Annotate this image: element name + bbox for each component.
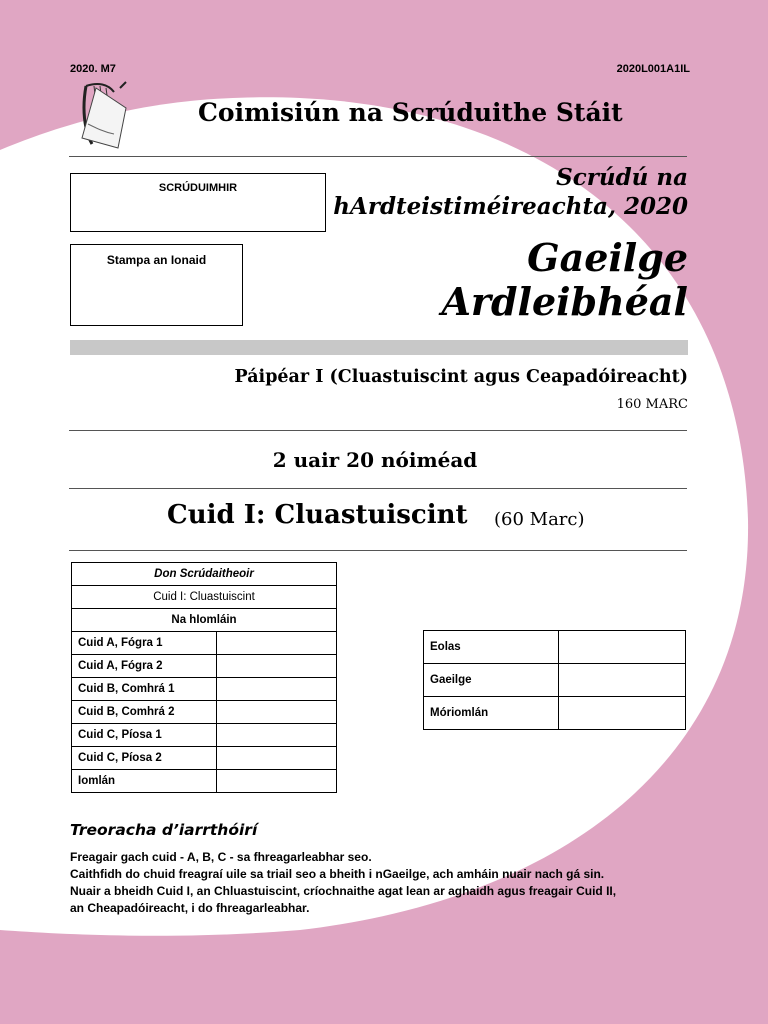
divider bbox=[69, 488, 687, 489]
score-cell[interactable] bbox=[217, 655, 337, 678]
subject-title bbox=[441, 236, 688, 324]
duration: 2 uair 20 nóiméad bbox=[272, 448, 478, 472]
score-cell[interactable] bbox=[559, 697, 686, 730]
instruction-line: Caithfidh do chuid freagraí uile sa triail seo a bheith i nGaeilge, ach amháin nuair nach gá sin. bbox=[70, 867, 605, 881]
subject-line2: Ardleibhéal bbox=[441, 279, 688, 324]
exam-number-label: SCRÚDUIMHIR bbox=[158, 182, 238, 194]
score-cell[interactable] bbox=[217, 678, 337, 701]
instruction-line: Freagair gach cuid - A, B, C - sa fhreagarleabhar seo. bbox=[70, 850, 372, 864]
section-title: Cuid I: Cluastuiscint bbox=[167, 500, 468, 530]
section-marks: (60 Marc) bbox=[494, 509, 585, 530]
paper-marks: 160 MARC bbox=[616, 397, 688, 412]
divider bbox=[69, 156, 687, 157]
table-row-label: Cuid A, Fógra 1 bbox=[72, 632, 217, 655]
grey-bar bbox=[70, 340, 688, 355]
divider bbox=[69, 550, 687, 551]
exam-number-box[interactable] bbox=[70, 173, 326, 232]
centre-stamp-box[interactable] bbox=[70, 244, 243, 326]
table-row-label: Iomlán bbox=[72, 770, 217, 793]
score-cell[interactable] bbox=[217, 747, 337, 770]
score-cell[interactable] bbox=[559, 631, 686, 664]
examiner-table-subheader: Cuid I: Cluastuiscint bbox=[72, 586, 337, 609]
paper-code-right: 2020L001A1IL bbox=[616, 63, 690, 75]
paper-code-left: 2020. M7 bbox=[70, 63, 116, 75]
paper-title: Páipéar I (Cluastuiscint agus Ceapadóireacht) bbox=[234, 367, 688, 387]
instruction-line: Nuair a bheidh Cuid I, an Chluastuiscint, críochnaithe agat lean ar aghaidh agus freagair Cuid II, bbox=[70, 884, 617, 898]
score-cell[interactable] bbox=[217, 632, 337, 655]
subject-line1: Gaeilge bbox=[527, 235, 688, 280]
harp-logo-icon bbox=[74, 78, 134, 150]
table-row-label: Cuid C, Píosa 2 bbox=[72, 747, 217, 770]
score-cell[interactable] bbox=[559, 664, 686, 697]
examiner-table-header: Don Scrúdaitheoir bbox=[72, 563, 337, 586]
score-cell[interactable] bbox=[217, 724, 337, 747]
table-row-label: Cuid A, Fógra 2 bbox=[72, 655, 217, 678]
score-cell[interactable] bbox=[217, 770, 337, 793]
instructions-heading: Treoracha d’iarrthóirí bbox=[70, 821, 258, 839]
table-row-label: Eolas bbox=[424, 631, 559, 664]
centre-stamp-label: Stampa an Ionaid bbox=[106, 253, 207, 267]
examiner-table bbox=[71, 562, 337, 793]
exam-title bbox=[333, 163, 688, 221]
table-row-label: Gaeilge bbox=[424, 664, 559, 697]
table-row-label: Cuid C, Píosa 1 bbox=[72, 724, 217, 747]
divider bbox=[69, 430, 687, 431]
summary-table bbox=[423, 630, 686, 730]
table-row-label: Móriomlán bbox=[424, 697, 559, 730]
commission-title: Coimisiún na Scrúduithe Stáit bbox=[198, 98, 623, 127]
exam-title-line1: Scrúdú na bbox=[556, 164, 688, 191]
table-row-label: Cuid B, Comhrá 1 bbox=[72, 678, 217, 701]
score-cell[interactable] bbox=[217, 701, 337, 724]
exam-title-line2: hArdteistiméireachta, 2020 bbox=[333, 193, 688, 220]
instructions-body bbox=[70, 849, 616, 917]
instruction-line: an Cheapadóireacht, i do fhreagarleabhar. bbox=[70, 901, 310, 915]
table-row-label: Cuid B, Comhrá 2 bbox=[72, 701, 217, 724]
examiner-table-totals-header: Na hIomláin bbox=[72, 609, 337, 632]
